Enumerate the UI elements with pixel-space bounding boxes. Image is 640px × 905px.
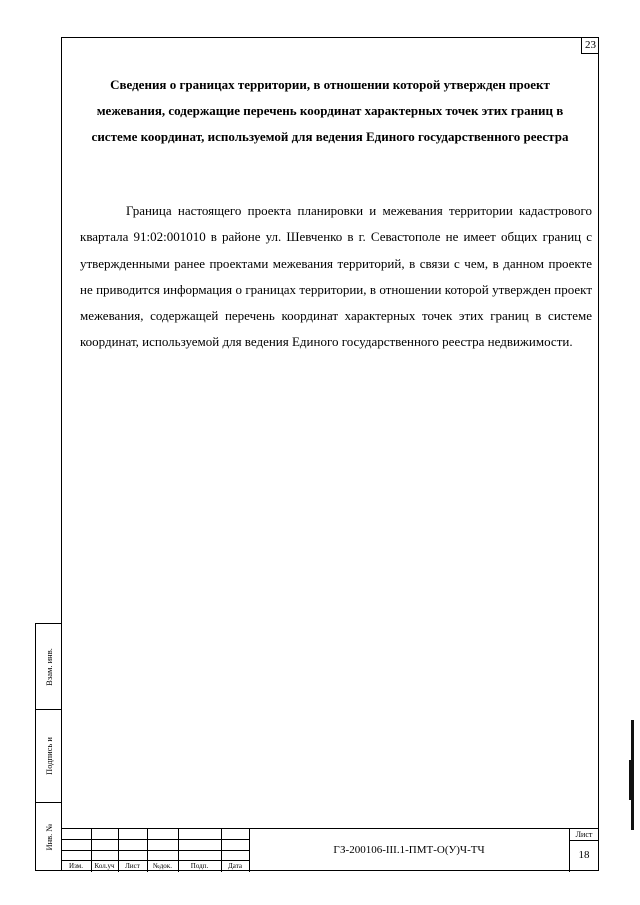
col-kol-uch: Кол.уч: [94, 862, 115, 870]
sheet-number: 18: [578, 849, 590, 861]
side-cell-vzam: [36, 624, 62, 710]
body-text: [80, 198, 592, 356]
col-n-dok: №док.: [153, 862, 172, 870]
col-list: Лист: [125, 862, 140, 870]
side-cell-inv: [36, 803, 62, 870]
side-label-vzam-inv: Взам. инв.: [44, 647, 54, 686]
title-block: [61, 828, 599, 872]
side-label-podpis: Подпись и: [44, 737, 54, 775]
col-data: Дата: [228, 862, 242, 870]
section-heading: Сведения о границах территории, в отношении которой утвержден проект межевания, содержащие перечень координат характерных точек этих границ в системе координат, используемой для ведения Единого государственного реестра: [91, 77, 569, 144]
page-frame: [61, 37, 599, 871]
col-podp: Подп.: [190, 862, 209, 870]
document-code: ГЗ-200106-III.1-ПМТ-О(У)Ч-ТЧ: [333, 844, 485, 856]
col-izm: Изм.: [69, 862, 83, 870]
side-cell-podpis: [36, 710, 62, 803]
side-label-inv-no: Инв. №: [44, 822, 54, 851]
side-stamp: [35, 623, 61, 871]
page-number: 23: [581, 37, 599, 54]
body-paragraph: Граница настоящего проекта планировки и межевания территории кадастрового квартала 91:02:001010 в районе ул. Шевченко в г. Севастополе не имеет общих границ с утвержденными ранее проектами межевания территорий, в связи с чем, в данном проекте не приводится информация о границах территории, в отношении которой утвержден проект межевания, содержащей перечень координат характерных точек этих границ в системе координат, используемой для ведения Единого государственного реестра недвижимости.: [80, 203, 592, 350]
scan-edge-mark-thick: [629, 760, 634, 800]
sheet-label: Лист: [575, 830, 593, 839]
